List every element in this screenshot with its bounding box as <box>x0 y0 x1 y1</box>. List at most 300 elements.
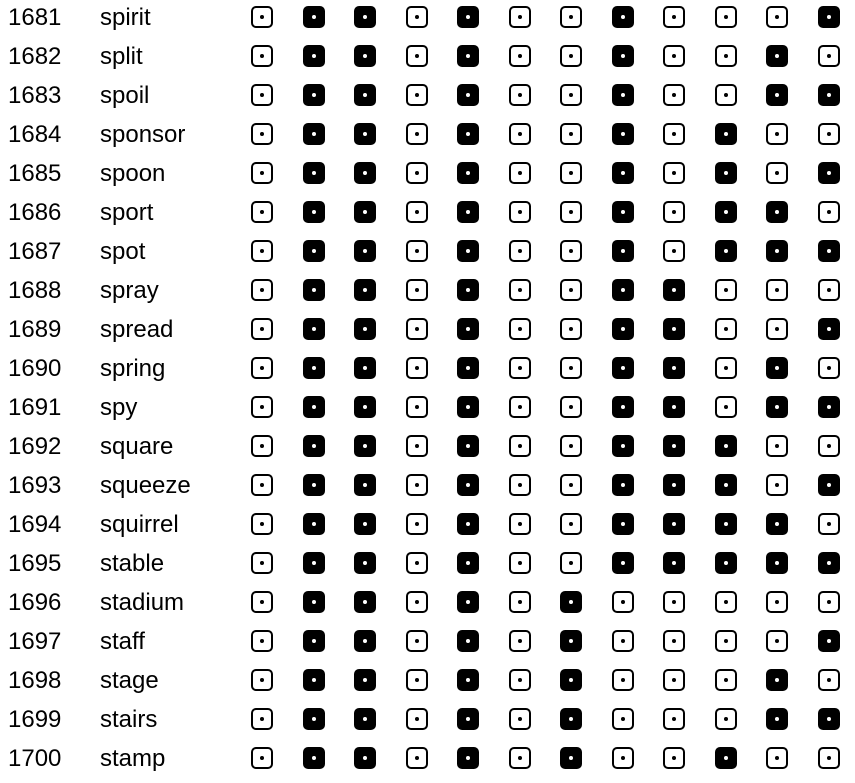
bit-dot <box>775 15 779 19</box>
table-row <box>0 702 855 741</box>
bit-dot <box>621 444 625 448</box>
empty-bit-box <box>251 630 273 652</box>
table-row <box>0 390 855 429</box>
filled-bit-box <box>612 552 634 574</box>
filled-bit-box <box>766 45 788 67</box>
bit-dot <box>672 132 676 136</box>
bit-dot <box>312 132 316 136</box>
empty-bit-box <box>251 162 273 184</box>
bit-dot <box>466 132 470 136</box>
filled-bit-box <box>818 84 840 106</box>
bit-dot <box>415 600 419 604</box>
bit-dot <box>260 600 264 604</box>
bit-dot <box>724 639 728 643</box>
empty-bit-box <box>509 474 531 496</box>
empty-bit-box <box>406 513 428 535</box>
filled-bit-box <box>457 630 479 652</box>
empty-bit-box <box>560 552 582 574</box>
empty-bit-box <box>509 435 531 457</box>
empty-bit-box <box>509 357 531 379</box>
bit-dot <box>363 249 367 253</box>
filled-bit-box <box>354 45 376 67</box>
filled-bit-box <box>715 162 737 184</box>
bit-dot <box>827 444 831 448</box>
bit-dot <box>672 756 676 760</box>
filled-bit-box <box>457 513 479 535</box>
row-number: 1697 <box>8 628 62 655</box>
bit-dot <box>518 54 522 58</box>
bit-dot <box>672 327 676 331</box>
empty-bit-box <box>766 318 788 340</box>
bit-dot <box>260 210 264 214</box>
bit-dot <box>415 756 419 760</box>
empty-bit-box <box>406 552 428 574</box>
bit-dot <box>466 756 470 760</box>
filled-bit-box <box>715 435 737 457</box>
bit-dot <box>724 249 728 253</box>
bit-dot <box>518 561 522 565</box>
filled-bit-box <box>560 630 582 652</box>
bit-dot <box>518 132 522 136</box>
bit-dot <box>775 678 779 682</box>
bit-dot <box>775 132 779 136</box>
empty-bit-box <box>251 45 273 67</box>
filled-bit-box <box>560 747 582 769</box>
filled-bit-box <box>818 240 840 262</box>
filled-bit-box <box>612 396 634 418</box>
bit-dot <box>260 522 264 526</box>
bit-dot <box>827 561 831 565</box>
empty-bit-box <box>251 123 273 145</box>
bit-dot <box>518 366 522 370</box>
empty-bit-box <box>818 45 840 67</box>
bit-dot <box>312 249 316 253</box>
bit-dot <box>518 288 522 292</box>
bit-dot <box>415 171 419 175</box>
bit-dot <box>312 522 316 526</box>
empty-bit-box <box>509 669 531 691</box>
bit-dot <box>466 93 470 97</box>
bit-dot <box>672 171 676 175</box>
filled-bit-box <box>354 396 376 418</box>
bit-dot <box>827 54 831 58</box>
filled-bit-box <box>354 84 376 106</box>
empty-bit-box <box>509 630 531 652</box>
bit-dot <box>672 15 676 19</box>
bit-dot <box>466 327 470 331</box>
empty-bit-box <box>560 162 582 184</box>
filled-bit-box <box>715 240 737 262</box>
filled-bit-box <box>354 6 376 28</box>
bit-dot <box>312 717 316 721</box>
bit-dot <box>775 756 779 760</box>
bit-dot <box>518 15 522 19</box>
empty-bit-box <box>251 6 273 28</box>
bit-dot <box>569 522 573 526</box>
empty-bit-box <box>818 669 840 691</box>
filled-bit-box <box>354 357 376 379</box>
bit-dot <box>621 249 625 253</box>
row-word: spirit <box>100 4 151 31</box>
filled-bit-box <box>715 123 737 145</box>
filled-bit-box <box>354 513 376 535</box>
bit-dot <box>672 93 676 97</box>
empty-bit-box <box>663 240 685 262</box>
empty-bit-box <box>560 474 582 496</box>
bit-dot <box>466 561 470 565</box>
filled-bit-box <box>303 123 325 145</box>
bit-dot <box>775 366 779 370</box>
empty-bit-box <box>251 708 273 730</box>
filled-bit-box <box>303 669 325 691</box>
filled-bit-box <box>457 474 479 496</box>
filled-bit-box <box>715 474 737 496</box>
bit-dot <box>827 171 831 175</box>
row-number: 1681 <box>8 4 62 31</box>
empty-bit-box <box>509 45 531 67</box>
bit-dot <box>724 366 728 370</box>
bit-dot <box>363 444 367 448</box>
empty-bit-box <box>509 318 531 340</box>
empty-bit-box <box>406 162 428 184</box>
filled-bit-box <box>715 513 737 535</box>
bit-dot <box>415 249 419 253</box>
table-row <box>0 312 855 351</box>
bit-dot <box>569 366 573 370</box>
filled-bit-box <box>560 708 582 730</box>
filled-bit-box <box>612 279 634 301</box>
empty-bit-box <box>509 552 531 574</box>
filled-bit-box <box>663 279 685 301</box>
bit-dot <box>363 483 367 487</box>
empty-bit-box <box>818 747 840 769</box>
bit-dot <box>466 600 470 604</box>
bit-dot <box>415 210 419 214</box>
empty-bit-box <box>406 435 428 457</box>
table-row <box>0 663 855 702</box>
filled-bit-box <box>303 6 325 28</box>
table-row <box>0 741 855 780</box>
filled-bit-box <box>457 357 479 379</box>
bit-dot <box>827 366 831 370</box>
bit-dot <box>724 288 728 292</box>
empty-bit-box <box>406 396 428 418</box>
empty-bit-box <box>715 396 737 418</box>
filled-bit-box <box>354 162 376 184</box>
table-row <box>0 195 855 234</box>
bit-dot <box>466 171 470 175</box>
bit-dot <box>672 366 676 370</box>
bit-dot <box>466 717 470 721</box>
bit-dot <box>260 15 264 19</box>
bit-dot <box>363 405 367 409</box>
bit-dot <box>363 171 367 175</box>
row-word: split <box>100 43 143 70</box>
bit-dot <box>569 327 573 331</box>
row-word: spoon <box>100 160 166 187</box>
bit-dot <box>621 15 625 19</box>
row-number: 1695 <box>8 550 62 577</box>
filled-bit-box <box>354 747 376 769</box>
empty-bit-box <box>560 6 582 28</box>
bit-dot <box>312 483 316 487</box>
filled-bit-box <box>715 201 737 223</box>
bit-dot <box>312 600 316 604</box>
bit-dot <box>260 327 264 331</box>
bit-dot <box>621 171 625 175</box>
filled-bit-box <box>354 630 376 652</box>
bit-dot <box>724 717 728 721</box>
empty-bit-box <box>715 279 737 301</box>
bit-dot <box>260 249 264 253</box>
filled-bit-box <box>766 669 788 691</box>
empty-bit-box <box>406 630 428 652</box>
bit-dot <box>466 522 470 526</box>
bit-dot <box>672 288 676 292</box>
empty-bit-box <box>715 630 737 652</box>
empty-bit-box <box>406 45 428 67</box>
bit-dot <box>363 600 367 604</box>
filled-bit-box <box>354 435 376 457</box>
filled-bit-box <box>457 6 479 28</box>
bit-dot <box>312 171 316 175</box>
empty-bit-box <box>251 318 273 340</box>
row-word: stamp <box>100 745 166 772</box>
filled-bit-box <box>303 513 325 535</box>
bit-dot <box>569 405 573 409</box>
filled-bit-box <box>303 318 325 340</box>
bit-dot <box>260 444 264 448</box>
bit-dot <box>672 522 676 526</box>
empty-bit-box <box>509 84 531 106</box>
bit-dot <box>827 327 831 331</box>
empty-bit-box <box>251 279 273 301</box>
bit-dot <box>827 288 831 292</box>
bit-dot <box>466 54 470 58</box>
bit-dot <box>466 483 470 487</box>
empty-bit-box <box>715 591 737 613</box>
row-number: 1694 <box>8 511 62 538</box>
empty-bit-box <box>560 513 582 535</box>
bit-dot <box>724 15 728 19</box>
filled-bit-box <box>663 435 685 457</box>
bit-dot <box>672 717 676 721</box>
bit-dot <box>569 444 573 448</box>
bit-dot <box>621 717 625 721</box>
bit-dot <box>621 132 625 136</box>
empty-bit-box <box>766 474 788 496</box>
bit-dot <box>569 15 573 19</box>
bit-dot <box>724 678 728 682</box>
empty-bit-box <box>251 240 273 262</box>
empty-bit-box <box>766 747 788 769</box>
empty-bit-box <box>251 84 273 106</box>
filled-bit-box <box>354 474 376 496</box>
empty-bit-box <box>509 240 531 262</box>
empty-bit-box <box>406 591 428 613</box>
row-word: staff <box>100 628 145 655</box>
filled-bit-box <box>766 357 788 379</box>
filled-bit-box <box>612 84 634 106</box>
filled-bit-box <box>354 669 376 691</box>
filled-bit-box <box>354 279 376 301</box>
bit-dot <box>518 171 522 175</box>
row-word: spot <box>100 238 146 265</box>
bit-dot <box>466 405 470 409</box>
filled-bit-box <box>354 123 376 145</box>
empty-bit-box <box>560 357 582 379</box>
filled-bit-box <box>818 162 840 184</box>
row-word: spoil <box>100 82 150 109</box>
filled-bit-box <box>303 747 325 769</box>
empty-bit-box <box>251 435 273 457</box>
filled-bit-box <box>457 396 479 418</box>
row-word: stadium <box>100 589 185 616</box>
filled-bit-box <box>663 318 685 340</box>
filled-bit-box <box>560 591 582 613</box>
bit-dot <box>518 639 522 643</box>
bit-dot <box>569 756 573 760</box>
filled-bit-box <box>457 45 479 67</box>
filled-bit-box <box>818 552 840 574</box>
bit-dot <box>569 54 573 58</box>
bit-dot <box>569 600 573 604</box>
row-number: 1700 <box>8 745 62 772</box>
bit-dot <box>775 54 779 58</box>
row-word: squirrel <box>100 511 179 538</box>
bit-dot <box>415 54 419 58</box>
filled-bit-box <box>303 84 325 106</box>
empty-bit-box <box>663 45 685 67</box>
bit-dot <box>569 93 573 97</box>
bit-dot <box>260 171 264 175</box>
bit-dot <box>518 756 522 760</box>
bit-dot <box>363 717 367 721</box>
row-word: spray <box>100 277 159 304</box>
bit-dot <box>621 639 625 643</box>
empty-bit-box <box>663 630 685 652</box>
filled-bit-box <box>612 513 634 535</box>
table-row <box>0 351 855 390</box>
bit-dot <box>621 405 625 409</box>
filled-bit-box <box>663 474 685 496</box>
filled-bit-box <box>354 708 376 730</box>
filled-bit-box <box>663 552 685 574</box>
row-word: square <box>100 433 174 460</box>
empty-bit-box <box>560 201 582 223</box>
bit-dot <box>621 522 625 526</box>
filled-bit-box <box>612 318 634 340</box>
bit-dot <box>775 522 779 526</box>
empty-bit-box <box>766 123 788 145</box>
empty-bit-box <box>560 45 582 67</box>
row-number: 1692 <box>8 433 62 460</box>
bit-dot <box>724 444 728 448</box>
empty-bit-box <box>509 396 531 418</box>
filled-bit-box <box>457 123 479 145</box>
bit-dot <box>827 717 831 721</box>
bit-dot <box>672 561 676 565</box>
filled-bit-box <box>818 474 840 496</box>
bit-dot <box>621 756 625 760</box>
table-row <box>0 39 855 78</box>
bit-dot <box>724 54 728 58</box>
empty-bit-box <box>560 318 582 340</box>
filled-bit-box <box>303 708 325 730</box>
bit-dot <box>312 444 316 448</box>
bit-dot <box>672 405 676 409</box>
bit-dot <box>827 405 831 409</box>
bit-dot <box>569 171 573 175</box>
bit-dot <box>621 678 625 682</box>
bit-dot <box>672 639 676 643</box>
bit-dot <box>724 405 728 409</box>
filled-bit-box <box>457 162 479 184</box>
empty-bit-box <box>766 162 788 184</box>
bit-dot <box>260 132 264 136</box>
empty-bit-box <box>612 630 634 652</box>
empty-bit-box <box>818 123 840 145</box>
bit-dot <box>415 444 419 448</box>
empty-bit-box <box>509 162 531 184</box>
filled-bit-box <box>457 708 479 730</box>
bit-dot <box>827 249 831 253</box>
filled-bit-box <box>303 357 325 379</box>
empty-bit-box <box>663 708 685 730</box>
table-row <box>0 234 855 273</box>
bit-dot <box>518 600 522 604</box>
filled-bit-box <box>303 435 325 457</box>
empty-bit-box <box>251 357 273 379</box>
empty-bit-box <box>766 435 788 457</box>
bit-dot <box>621 93 625 97</box>
filled-bit-box <box>612 435 634 457</box>
bit-dot <box>466 210 470 214</box>
row-number: 1690 <box>8 355 62 382</box>
empty-bit-box <box>715 6 737 28</box>
filled-bit-box <box>612 45 634 67</box>
bit-dot <box>775 405 779 409</box>
row-number: 1698 <box>8 667 62 694</box>
bit-dot <box>775 171 779 175</box>
bit-dot <box>363 639 367 643</box>
table-row <box>0 273 855 312</box>
row-word: stable <box>100 550 165 577</box>
bit-dot <box>466 678 470 682</box>
bit-dot <box>672 483 676 487</box>
filled-bit-box <box>303 474 325 496</box>
bit-dot <box>621 54 625 58</box>
filled-bit-box <box>457 591 479 613</box>
bit-dot <box>312 288 316 292</box>
bit-dot <box>312 54 316 58</box>
empty-bit-box <box>251 201 273 223</box>
bit-dot <box>621 366 625 370</box>
bit-dot <box>569 678 573 682</box>
empty-bit-box <box>663 747 685 769</box>
bit-dot <box>312 405 316 409</box>
bit-dot <box>518 249 522 253</box>
empty-bit-box <box>509 708 531 730</box>
filled-bit-box <box>612 474 634 496</box>
bit-dot <box>775 288 779 292</box>
empty-bit-box <box>406 708 428 730</box>
filled-bit-box <box>354 318 376 340</box>
filled-bit-box <box>766 708 788 730</box>
bit-dot <box>621 288 625 292</box>
bit-dot <box>569 288 573 292</box>
empty-bit-box <box>715 318 737 340</box>
